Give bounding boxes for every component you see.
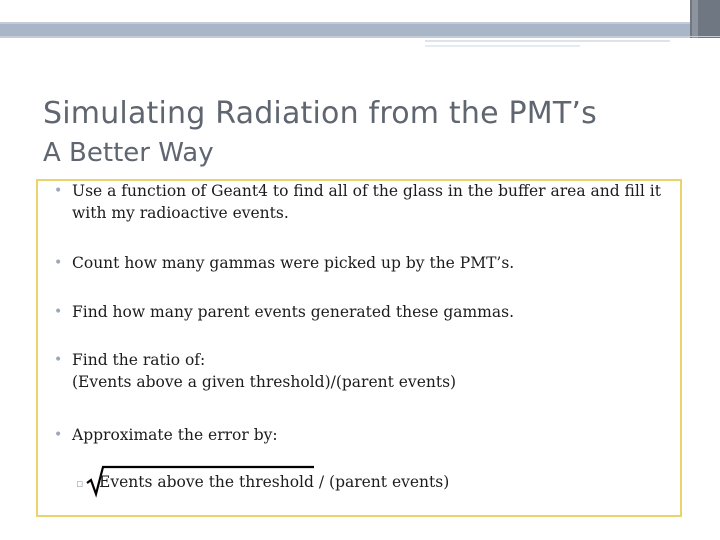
- bullet-text: Use a function of Geant4 to find all of the glass in the buffer area and fill it: [72, 182, 661, 200]
- bullet-text: Find the ratio of:: [72, 351, 206, 369]
- slide-title: Simulating Radiation from the PMT’s: [43, 96, 597, 131]
- header-corner-strip: [692, 0, 698, 38]
- bullet-text: Approximate the error by:: [72, 426, 278, 444]
- header-bar-accent: [0, 24, 690, 36]
- formula-text: Events above the threshold / (parent events): [99, 473, 450, 491]
- header-decoration: [0, 0, 720, 50]
- bullet-dot: •: [54, 255, 63, 271]
- bullet-item: [50, 252, 675, 274]
- bullet-dot: •: [54, 183, 63, 199]
- bullet-item: [50, 301, 675, 323]
- sub-bullet-square: ▫: [76, 477, 84, 490]
- bullet-text-continued: with my radioactive events.: [72, 204, 289, 222]
- sub-bullet-item: [76, 473, 636, 497]
- header-rule-2: [425, 40, 670, 42]
- bullet-text: Count how many gammas were picked up by the PMT’s.: [72, 254, 515, 272]
- bullet-item: [50, 180, 675, 224]
- slide-subtitle: A Better Way: [43, 138, 214, 168]
- bullet-dot: •: [54, 304, 63, 320]
- header-rule-1: [425, 36, 720, 37]
- bullet-dot: •: [54, 352, 63, 368]
- header-rule-3: [425, 45, 580, 47]
- bullet-dot: •: [54, 427, 63, 443]
- bullet-text: Find how many parent events generated these gammas.: [72, 303, 515, 321]
- bullet-text-continued: (Events above a given threshold)/(parent events): [72, 373, 457, 391]
- bullet-item: [50, 349, 675, 393]
- bullet-item: [50, 424, 675, 446]
